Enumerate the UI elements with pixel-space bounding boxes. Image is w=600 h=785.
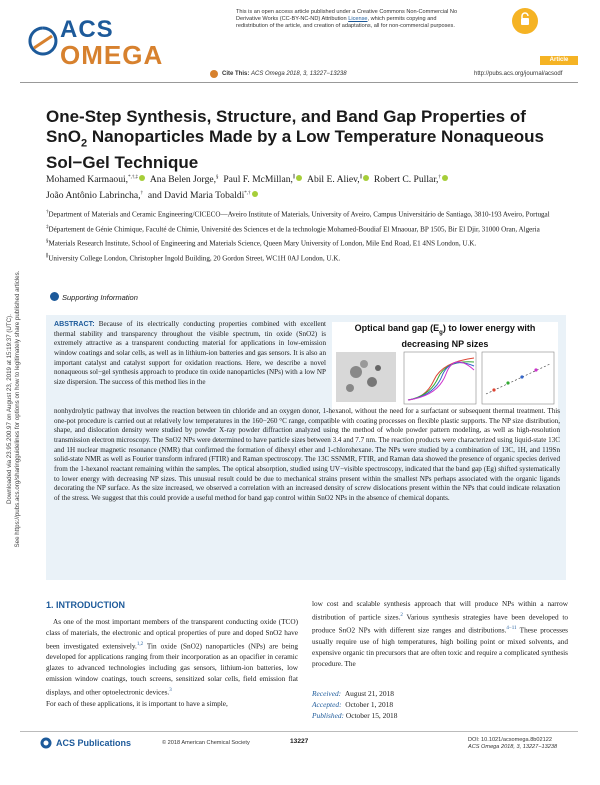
orcid-icon[interactable] [139,175,145,181]
publication-dates: Received: August 21, 2018 Accepted: October 1, 2018 Published: October 15, 2018 [312,689,398,720]
author[interactable]: Abil E. Aliev,∥ [307,174,369,185]
copyright-notice: © 2018 American Chemical Society [162,740,250,746]
orcid-icon[interactable] [296,175,302,181]
toc-graphic-title: Optical band gap $(E_g)$ to lower energy with decreasing NP sizes [354,323,536,349]
journal-logo-omega: OMEGA [60,40,164,70]
open-lock-icon [520,12,530,26]
author[interactable]: Ana Belen Jorge,§ [149,174,219,186]
citation-link[interactable]: 4−11 [506,626,517,632]
supporting-info-icon[interactable] [50,292,59,301]
affiliation: ‡Département de Génie Chimique, Faculté de Chimie, Université des Sciences et de la technologie Mohamed-Boudiaf El Mnaouar, BP 1505, Bir El Djir, 31000 Oran, Algeria [46,224,540,233]
cite-icon[interactable] [210,70,218,78]
journal-logo-acs: ACS [60,16,114,43]
journal-url[interactable]: http://pubs.acs.org/journal/acsodf [474,71,563,77]
page-number: 13227 [290,738,309,745]
citation-link[interactable]: 1,2 [136,642,144,647]
author-list [46,171,566,203]
supporting-info-link[interactable]: Supporting Information [62,293,138,302]
affiliations [46,208,570,266]
footer-rule [20,731,578,732]
affiliation: ∥University College London, Christopher Ingold Building, 20 Gordon Street, WC1H 0AJ London, U.K. [46,253,341,262]
affiliation: †Department of Materials and Ceramic Engineering/CICECO—Aveiro Institute of Materials, University of Aveiro, Campus Universitário de Santiago, 3810-193 Aveiro, Portugal [46,210,550,219]
orcid-icon[interactable] [363,175,369,181]
author[interactable]: Paul F. McMillan,∥ [223,174,302,185]
cite-this[interactable]: Cite This: ACS Omega 2018, 3, 13227−13238 [222,71,347,77]
section-heading: 1. INTRODUCTION [46,600,126,610]
article-title: One-Step Synthesis, Structure, and Band Gap Properties of SnO$_2$ Nanoparticles Made by a Low Temperature Nonaqueous Sol−Gel Technique [46,107,544,173]
doi-link[interactable]: DOI: 10.1021/acsomega.8b02122 [468,737,552,743]
article-type-tag: Article [540,56,578,65]
toc-figure-panels [334,350,558,406]
abstract-text-bottom: nonhydrolytic pathway that involves the reaction between tin chloride and an oxygen donor, 1-hexanol, without the need for a surfactant or subsequent thermal treatment. This one-pot procedure is carried out at relatively low temperatures in the 160−260 °C range, compatible with coating processes on flexible plastic supports. The NP size distribution, shape, and dislocation density were studied by powder X-ray powder diffraction analyzed using the method of whole powder pattern modeling, as well as high-resolution transmission electron microscopy. The SnO2 NPs were determined to have particle sizes between 3.4 and 7.7 nm. The reaction products were characterized using liquid-state 13C and 1H nuclear magnetic resonance (NMR) that confirmed the formation of dihexyl ether and 1-chlorohexane. The NPs were studied by a combination of 13C, 1H, and 119Sn solid-state NMR as well as Fourier transform infrared (FTIR) and Raman spectroscopy. The 13C SSNMR, FTIR, and Raman data showed the presence of organic species derived from the 1-hexanol reactant remaining within the samples. The optical absorption, studied using UV−visible spectroscopy, indicated that the band gap (Eg) shifted systematically to lower energy with decreasing NP sizes. This unusual result could be due to mechanical strains present within the smallest NPs perhaps associated with the organic ligands decorating the NP surface. As the size increased, we observed a correlation with an increased density of screw dislocations present within the NPs that could indicate relaxation of the stress. We suggest that this could provide a useful method for band gap control within SnO2 NPs in the absence of chemical dopants. [54,407,560,502]
doi-block: DOI: 10.1021/acsomega.8b02122 ACS Omega 2018, 3, 13227−13238 [468,737,558,750]
author[interactable]: and David Maria Tobaldi*,† [148,190,258,201]
license-notice: This is an open access article published under a Creative Commons Non-Commercial No Derivative Works (CC-BY-NC-ND) Attribution License, which permits copying and redistribution of the article, and creation of adaptations, all for non-commercial purposes. [236,9,458,29]
journal-logo-icon [28,26,58,60]
orcid-icon[interactable] [442,175,448,181]
citation-link[interactable]: 2 [400,613,403,618]
license-link[interactable]: License [348,16,368,22]
abstract-text-top: ABSTRACT: Because of its electrically conducting properties combined with excellent thermal stability and transparency throughout the visible spectrum, tin oxide (SnO2) is extremely attractive as a transparent conducting material for applications in low-emission window coatings and solar cells, as well as in lithium-ion batteries and gas sensors. It is also an important catalyst and catalyst support for oxidation reactions. Here, we describe a novel nonaqueous sol−gel synthesis approach to produce tin oxide nanoparticles (NPs) with a low NP size dispersion. The success of this method lies in the [54,320,326,386]
intro-right-column: low cost and scalable synthesis approach that will produce NPs within a narrow distribution of particle sizes.$^2$ Various synthesis strategies have been developed to produce SnO2 NPs with different size ranges and distributions.$^{4-11}$ These processes usually require use of high temperatures, high boiling point or mixed solvents, and expensive organic tin precursors that are often toxic and require a complicated synthesis procedure. The [312,600,568,668]
acs-publications-icon [40,737,52,749]
affiliation: §Materials Research Institute, School of Engineering and Materials Science, Queen Mary University of London, Mile End Road, E1 4NS London, U.K. [46,239,477,248]
download-side-note: Downloaded via 23.95.200.97 on August 23, 2019 at 15:19:37 (UTC). See https://pubs.acs.org/sharingguidelines for options on how to legitimately share published articles. [6,270,21,548]
header-rule [20,82,578,83]
author[interactable]: Robert C. Pullar,† [374,174,448,185]
author[interactable]: Mohamed Karmaoui,*,†,‡ [46,174,145,185]
author[interactable]: João Antônio Labrincha,† [46,190,144,202]
citation-link[interactable]: 3 [169,688,172,694]
publisher-name[interactable]: ACS Publications [56,738,132,748]
intro-left-column: As one of the most important members of the transparent conducting oxide (TCO) class of materials, the electronic and optical properties of pure and doped SnO2 have been investigated extensively.$^{1,2}$ Tin oxide (SnO2) nanoparticles (NPs) are being developed for applications ranging from their incorporation as an opacifier in ceramic glazes to advanced technologies including gas sensors, lithium-ion batteries, low emission window coatings, touch screens, sensitized solar cells, field emission flat displays, and other optoelectronic devices.$^3$ For each of these applications, it is important to have a simple, [46,618,299,708]
orcid-icon[interactable] [252,191,258,197]
